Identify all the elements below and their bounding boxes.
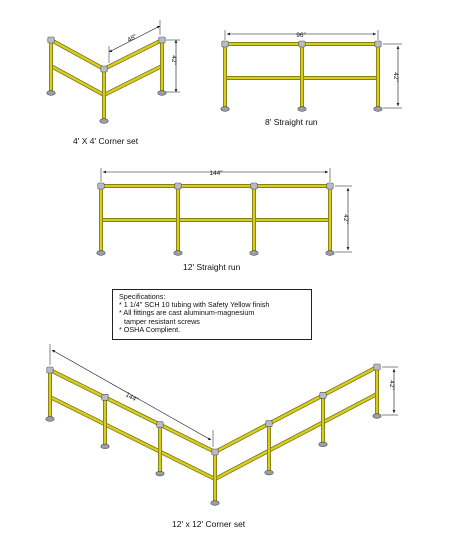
straight12-post-4-base (326, 251, 334, 256)
corner4-height-dim (170, 40, 177, 92)
straight12-fitting-3 (251, 183, 257, 189)
corner12-width-dim-label: 144" (124, 391, 140, 404)
straight8-fitting-middle (299, 41, 305, 47)
corner12-post-left-4-base (211, 501, 219, 506)
straight12-height-dim-arrow-end (347, 247, 350, 250)
corner12-height-dim-arrow-start (393, 369, 396, 372)
corner-4x4-railing (47, 37, 166, 123)
straight-12-railing (97, 183, 334, 255)
spec-line-screws: tamper resistant screws (124, 316, 200, 326)
straight12-post-1-base (97, 251, 105, 256)
spec-line-fittings: * All fittings are cast aluminum-magnesium (119, 308, 255, 318)
corner12-post-left-1-base (46, 417, 54, 422)
straight12-post-2-base (174, 251, 182, 256)
caption-straight-8: 8' Straight run (265, 117, 318, 127)
straight12-post-3-base (250, 251, 258, 256)
corner12-fitting-left-3 (157, 422, 163, 428)
straight8-width-dim (227, 32, 376, 39)
corner12-fitting-left-1 (47, 367, 53, 373)
corner12-post-right-2-base (319, 442, 327, 447)
corner12-height-dim-label: 42" (388, 380, 395, 390)
straight12-width-dim-arrow-end (325, 171, 328, 174)
corner12-fitting-left-4 (212, 449, 218, 455)
spec-line-osha: * OSHA Complient. (119, 324, 181, 334)
straight8-height-dim-arrow-end (397, 103, 400, 106)
spec-line-tubing: * 1 1/4" SCH 10 tubing with Safety Yellow finish (119, 300, 270, 310)
corner4-post-left-base (47, 91, 55, 96)
straight12-height-dim (342, 188, 349, 250)
corner4-height-dim-arrow-start (175, 40, 178, 43)
straight12-fitting-1 (98, 183, 104, 189)
caption-corner-4x4: 4' X 4' Corner set (73, 136, 139, 146)
spec-heading: Specifications: (119, 292, 166, 301)
straight8-post-middle-base (298, 107, 306, 112)
specifications-box (112, 289, 312, 340)
corner12-mid-rail-right (215, 394, 377, 479)
corner4-width-dim (109, 26, 160, 52)
corner4-mid-rail-right (104, 66, 162, 95)
straight12-fitting-2 (175, 183, 181, 189)
corner12-fitting-right-1 (266, 421, 272, 427)
straight8-width-dim-arrow-end (373, 33, 376, 36)
corner12-height-dim (388, 369, 395, 413)
straight12-fitting-4 (327, 183, 333, 189)
corner12-width-dim (52, 350, 211, 440)
straight8-width-dim-label: 96" (296, 32, 306, 39)
corner-12x12-railing (46, 364, 381, 505)
corner12-post-left-3-base (156, 471, 164, 476)
corner12-post-right-3-base (373, 414, 381, 419)
corner4-post-right-base (158, 91, 166, 96)
corner4-fitting-left (48, 37, 54, 43)
corner4-fitting-corner (101, 66, 107, 72)
corner4-post-corner-base (100, 119, 108, 124)
straight8-height-dim (392, 46, 399, 106)
straight8-fitting-left (222, 41, 228, 47)
straight12-height-dim-arrow-start (347, 188, 350, 191)
corner4-height-dim-arrow-end (175, 89, 178, 92)
corner4-height-dim-label: 42" (170, 55, 177, 65)
straight8-height-dim-arrow-start (397, 46, 400, 49)
straight8-width-dim-arrow-start (227, 33, 230, 36)
caption-straight-12: 12' Straight run (183, 262, 241, 272)
straight12-width-dim-label: 144" (209, 170, 223, 177)
straight12-width-dim-arrow-start (103, 171, 106, 174)
straight12-width-dim (103, 170, 328, 177)
straight-8-railing (221, 41, 382, 111)
corner4-top-rail-left (51, 40, 104, 69)
corner4-fitting-right (159, 37, 165, 43)
corner4-top-rail-right (104, 40, 162, 69)
corner4-mid-rail-left (51, 66, 104, 95)
straight8-post-left-base (221, 107, 229, 112)
corner4-width-dim-label: 48" (126, 33, 139, 44)
straight8-height-dim-label: 42" (392, 72, 399, 82)
corner12-top-rail-right (215, 367, 377, 452)
corner12-height-dim-arrow-end (393, 410, 396, 413)
straight8-fitting-right (375, 41, 381, 47)
corner12-fitting-right-3 (374, 364, 380, 370)
corner12-post-left-2-base (101, 444, 109, 449)
straight12-height-dim-label: 42" (342, 214, 349, 224)
corner12-post-right-1-base (265, 470, 273, 475)
straight8-post-right-base (374, 107, 382, 112)
caption-corner-12x12: 12' x 12' Corner set (172, 519, 246, 529)
corner12-fitting-right-2 (320, 392, 326, 398)
corner12-fitting-left-2 (102, 394, 108, 400)
